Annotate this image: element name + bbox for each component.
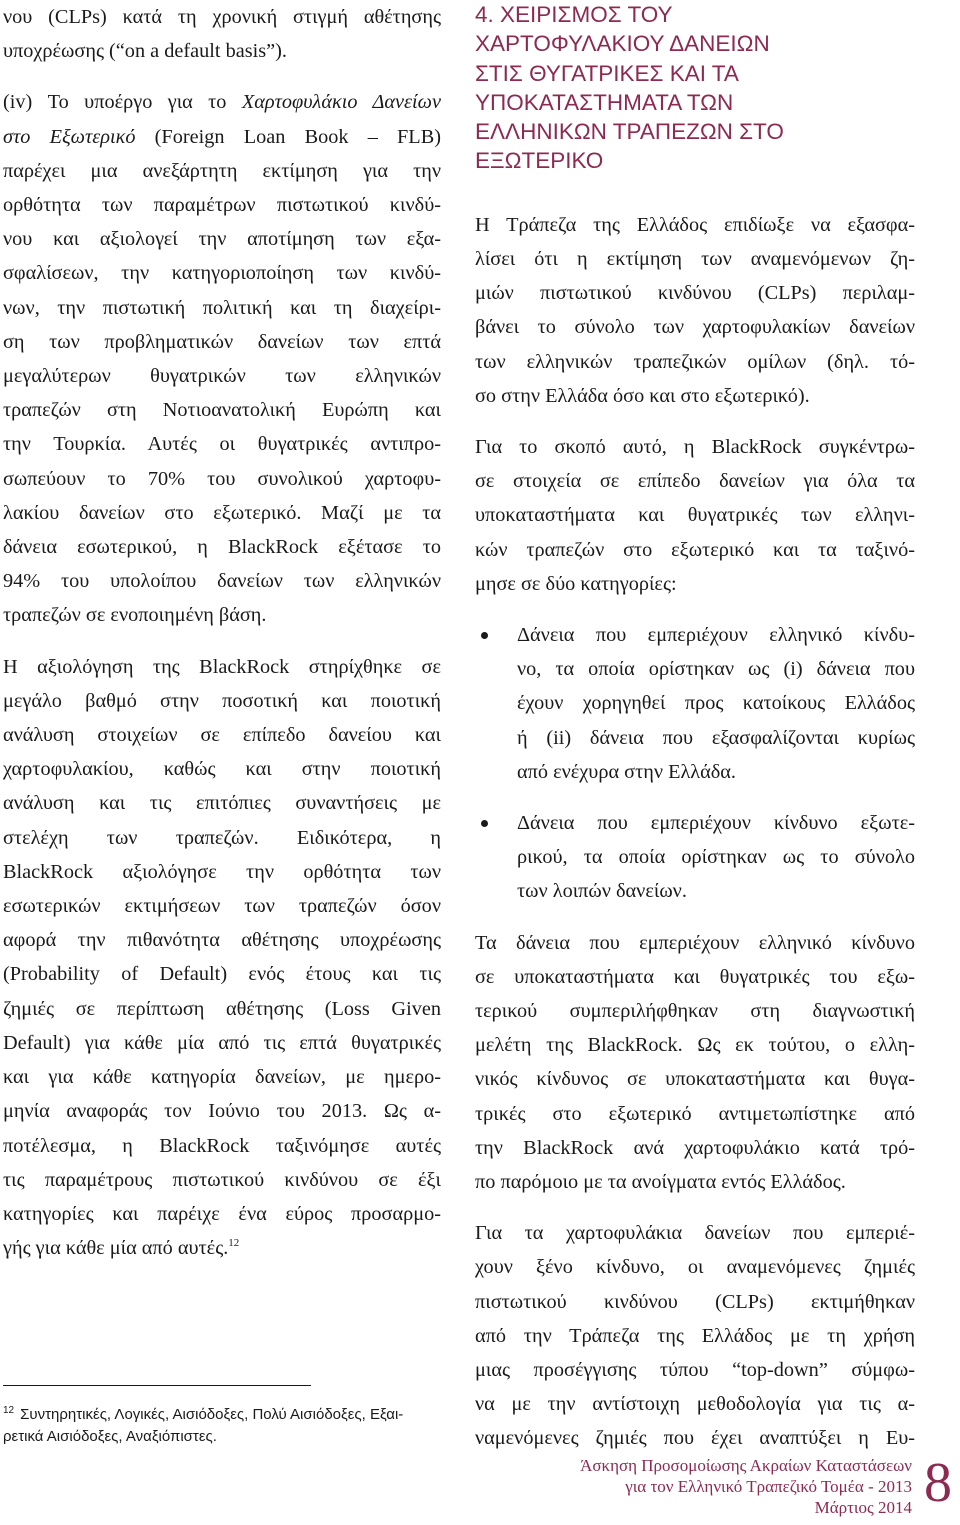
text-line: Η Τράπεζα της Ελλάδος επιδίωξε να εξασφα- xyxy=(475,213,915,236)
text-line: πο παρόμοιο με τα ανοίγματα εντός Ελλάδος. xyxy=(475,1171,846,1194)
text-line: χουν ξένο κίνδυνο, οι αναμενόμενες ζημιές xyxy=(475,1256,915,1279)
heading-line: ΕΛΛΗΝΙΚΩΝ ΤΡΑΠΕΖΩΝ ΣΤΟ xyxy=(475,119,784,145)
left-paragraph-2 xyxy=(3,85,441,632)
text-line: την BlackRock ανά χαρτοφυλάκιο κατά τρό- xyxy=(475,1136,915,1159)
italic-run: Χαρτοφυλάκιο Δανείων xyxy=(241,91,441,114)
text-line: ση των προβληματικών δανείων των επτά xyxy=(3,330,441,353)
footnote-text: Συντηρητικές, Λογικές, Αισιόδοξες, Πολύ Αισιόδοξες, Εξαι- xyxy=(20,1406,404,1423)
text-line: μεγάλο βαθμό στην ποσοτική και ποιοτική xyxy=(3,689,441,712)
text-line: μελέτη της BlackRock. Ως εκ τούτου, ο ελλη- xyxy=(475,1034,915,1057)
bullet-list xyxy=(475,618,915,909)
text-line: ή (ii) δάνεια που εξασφαλίζονται κυρίως xyxy=(517,726,915,749)
text-line: σο στην Ελλάδα όσο και στο εξωτερικό). xyxy=(475,384,810,407)
text-line: ρικού, τα οποία ορίστηκαν ως το σύνολο xyxy=(517,846,915,869)
text-line: 94% του υπολοίπου δανείων των ελληνικών xyxy=(3,570,441,593)
text-line: νου (CLPs) κατά τη χρονική στιγμή αθέτησης xyxy=(3,6,441,28)
text-line: έχουν χορηγηθεί προς κατοίκους Ελλάδος xyxy=(517,692,915,715)
text-line: BlackRock αξιολόγησε την ορθότητα των xyxy=(3,860,441,883)
text-line: εσωτερικών εκτιμήσεων των τραπεζών όσον xyxy=(3,895,441,918)
text-line: μεγαλύτερων θυγατρικών των ελληνικών xyxy=(3,365,441,388)
bullet-item xyxy=(475,806,915,909)
text-line: των λοιπών δανείων. xyxy=(517,880,687,903)
text-line: ζημιές σε περίπτωση αθέτησης (Loss Given xyxy=(3,997,441,1020)
text-line: Δάνεια που εμπεριέχουν κίνδυνο εξωτε- xyxy=(517,812,915,835)
footnote-divider xyxy=(3,1385,311,1386)
text-line: μιας προσέγγισης τύπου “top-down” σύμφω- xyxy=(475,1359,915,1382)
text-line: να με την αντίστοιχη μεθοδολογία για τις α- xyxy=(475,1393,915,1416)
text-line: σε στοιχεία σε επίπεδο δανείων για όλα τα xyxy=(475,470,915,493)
heading-line: 4. ΧΕΙΡΙΣΜΟΣ ΤΟΥ xyxy=(475,2,673,27)
bullet-icon xyxy=(481,632,488,639)
text-line: τραπεζών σε ενοποιημένη βάση. xyxy=(3,604,267,627)
footer-title: Άσκηση Προσομοίωσης Ακραίων Καταστάσεων xyxy=(580,1456,912,1475)
text-line: τις παραμέτρους πιστωτικού κινδύνου σε έξι xyxy=(3,1168,441,1191)
text-line: ναμενόμενες ζημιές που έχει αναπτύξει η Ευ- xyxy=(475,1427,915,1450)
section-heading xyxy=(475,0,915,176)
footer-date: Μάρτιος 2014 xyxy=(814,1498,912,1517)
text-line: και για κάθε κατηγορία δανείων, με ημερο- xyxy=(3,1066,441,1089)
left-paragraph-1 xyxy=(3,0,441,68)
text-line: μησε σε δύο κατηγορίες: xyxy=(475,572,677,595)
text-line: δάνεια εσωτερικού, η BlackRock εξέτασε το xyxy=(3,536,441,559)
text-line: σωπεύουν το 70% του συνολικού χαρτοφυ- xyxy=(3,467,441,490)
footnote-line xyxy=(3,1400,443,1426)
right-paragraph-2 xyxy=(475,430,915,601)
text-line: από ενέχυρα στην Ελλάδα. xyxy=(517,760,737,783)
text-line: μηνία αναφοράς τον Ιούνιο του 2013. Ως α- xyxy=(3,1100,441,1123)
text-line: στελέχη των τραπεζών. Ειδικότερα, η xyxy=(3,826,441,849)
text-run: (iv) Το υποέργο για το xyxy=(3,91,227,114)
text-line: Δάνεια που εμπεριέχουν ελληνικό κίνδυ- xyxy=(517,624,915,647)
footnote xyxy=(3,1400,443,1448)
text-line: πιστωτικού κινδύνου (CLPs) εκτιμήθηκαν xyxy=(475,1290,915,1313)
text-line: νων, την πιστωτική πολιτική και τη διαχείρι- xyxy=(3,296,441,319)
text-line: νου και αξιολογεί την αποτίμηση των εξα- xyxy=(3,228,441,251)
text-line: νικός κίνδυνος σε υποκαταστήματα και θυγα- xyxy=(475,1068,915,1091)
text-line: αφορά την πιθανότητα αθέτησης υποχρέωσης xyxy=(3,929,441,952)
left-column xyxy=(3,0,441,1282)
footnote-number: 12 xyxy=(3,1405,15,1416)
text-line: ανάλυση και τις επιτόπιες συναντήσεις με xyxy=(3,792,441,815)
right-paragraph-4 xyxy=(475,1216,915,1455)
italic-run: στο Εξωτερικό xyxy=(3,125,136,148)
footnote-line: ρετικά Αισιόδοξες, Αναξιόπιστες. xyxy=(3,1428,217,1445)
text-line: ορθότητα των παραμέτρων πιστωτικού κινδύ- xyxy=(3,194,441,217)
text-line: κών τραπεζών στο εξωτερικό και τα ταξινό- xyxy=(475,538,915,561)
text-line xyxy=(3,1231,441,1265)
footer-subtitle: για τον Ελληνικό Τραπεζικό Τομέα - 2013 xyxy=(625,1477,912,1496)
heading-line: ΣΤΙΣ ΘΥΓΑΤΡΙΚΕΣ ΚΑΙ ΤΑ xyxy=(475,60,739,86)
text-line: Για το σκοπό αυτό, η BlackRock συγκέντρω- xyxy=(475,436,915,458)
text-line: ανάλυση στοιχείων σε επίπεδο δανείου και xyxy=(3,724,441,747)
text-line: (Probability of Default) ενός έτους και τις xyxy=(3,963,441,986)
text-line: μιών πιστωτικού κινδύνου (CLPs) περιλαμ- xyxy=(475,282,915,305)
text-line xyxy=(3,120,441,154)
text-line: των ελληνικών τραπεζικών ομίλων (δηλ. τό- xyxy=(475,350,915,373)
right-paragraph-1 xyxy=(475,208,915,413)
text-line: Για τα χαρτοφυλάκια δανείων που εμπεριέ- xyxy=(475,1222,915,1245)
text-line: τερικού συμπεριλήφθηκαν στη διαγνωστική xyxy=(475,1000,915,1023)
left-paragraph-3 xyxy=(3,650,441,1266)
page-footer xyxy=(580,1455,912,1518)
bullet-item xyxy=(475,618,915,789)
text-line xyxy=(3,85,441,119)
text-line: χαρτοφυλακίου, καθώς και στην ποιοτική xyxy=(3,758,441,781)
text-run: (Foreign Loan Book – FLB) xyxy=(154,125,441,148)
text-line: Default) για κάθε μία από τις επτά θυγατρικές xyxy=(3,1031,441,1054)
text-line: τραπεζών στη Νοτιοανατολική Ευρώπη και xyxy=(3,399,441,422)
text-run: γής για κάθε μία από αυτές. xyxy=(3,1237,229,1260)
right-paragraph-3 xyxy=(475,926,915,1200)
text-line: από την Τράπεζα της Ελλάδος με τη χρήση xyxy=(475,1324,915,1347)
text-line: σε υποκαταστήματα και θυγατρικές του εξω- xyxy=(475,965,915,988)
bullet-icon xyxy=(481,820,488,827)
text-line: τρικές στο εξωτερικό αντιμετωπίστηκε από xyxy=(475,1102,915,1125)
text-line: παρέχει μια ανεξάρτητη εκτίμηση για την xyxy=(3,159,441,182)
text-line: Τα δάνεια που εμπεριέχουν ελληνικό κίνδυνο xyxy=(475,931,915,954)
text-line: νο, τα οποία ορίστηκαν ως (i) δάνεια που xyxy=(517,658,915,681)
text-line: κατηγορίες και παρέιχε ένα εύρος προσαρμο- xyxy=(3,1202,441,1225)
text-line: Η αξιολόγηση της BlackRock στηρίχθηκε σε xyxy=(3,655,441,678)
page-number: 8 xyxy=(924,1452,952,1514)
text-line: ποτέλεσμα, η BlackRock ταξινόμησε αυτές xyxy=(3,1134,441,1157)
footnote-ref[interactable]: 12 xyxy=(228,1237,240,1250)
text-line: λακίου δανείων στο εξωτερικό. Μαζί με τα xyxy=(3,501,441,524)
text-line: υποκαταστήματα και θυγατρικές των ελληνι- xyxy=(475,504,915,527)
text-line: υποχρέωσης (“on a default basis”). xyxy=(3,40,287,63)
text-line: την Τουρκία. Αυτές οι θυγατρικές αντιπρο- xyxy=(3,433,441,456)
heading-line: ΥΠΟΚΑΤΑΣΤΗΜΑΤΑ ΤΩΝ xyxy=(475,89,734,115)
right-column xyxy=(475,0,915,1473)
text-line: βάνει το σύνολο των χαρτοφυλακίων δανείων xyxy=(475,316,915,339)
heading-line: ΧΑΡΤΟΦΥΛΑΚΙΟΥ ΔΑΝΕΙΩΝ xyxy=(475,31,770,57)
heading-line: ΕΞΩΤΕΡΙΚΟ xyxy=(475,148,604,174)
text-line: σφαλίσεων, την κατηγοριοποίηση των κινδύ- xyxy=(3,262,441,285)
text-line: λίσει ότι η εκτίμηση των αναμενόμενων ζη- xyxy=(475,247,915,270)
